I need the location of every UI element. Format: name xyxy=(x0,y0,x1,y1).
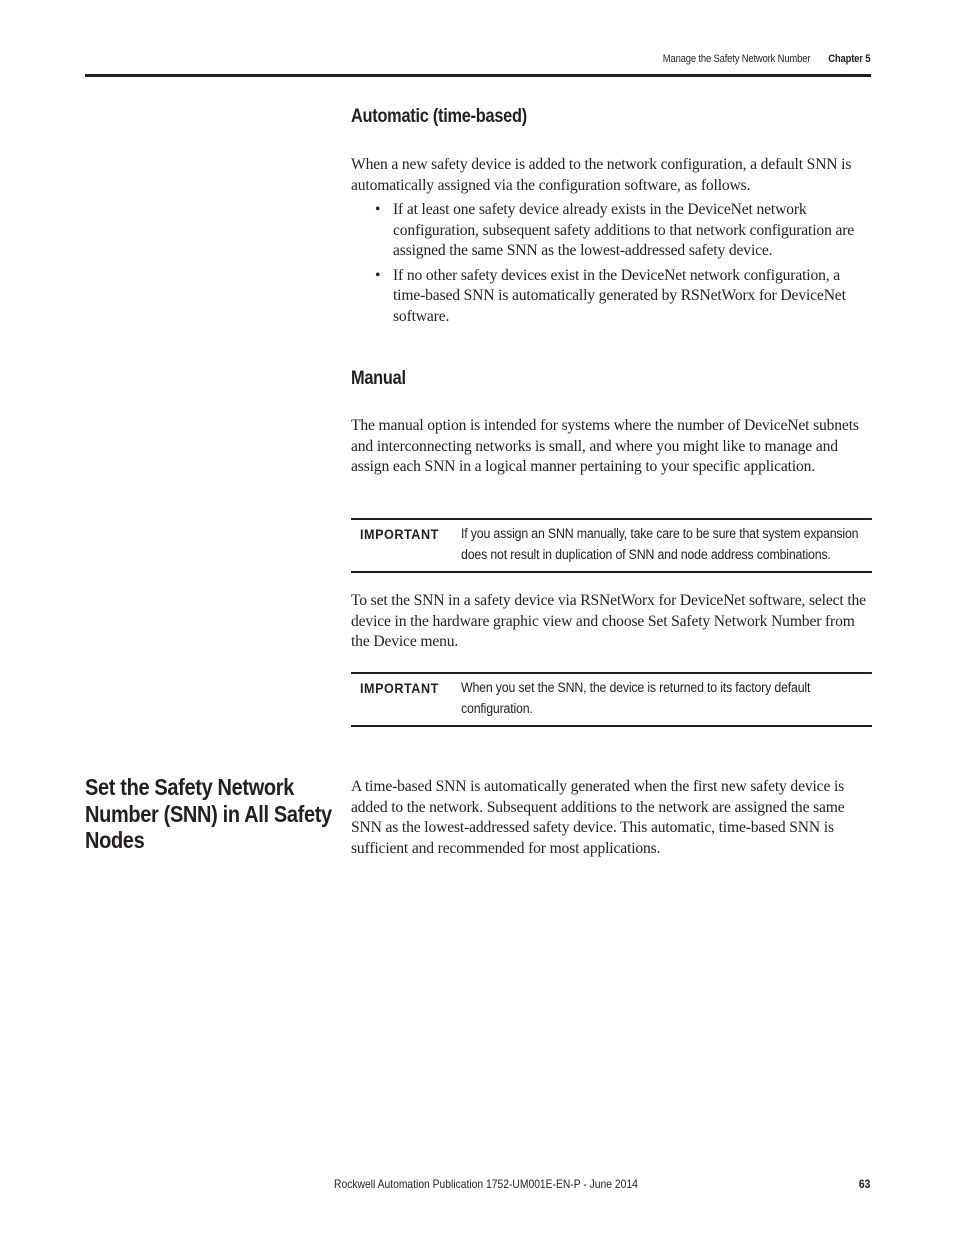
header-rule xyxy=(85,74,871,77)
automatic-body xyxy=(351,155,871,331)
automatic-section xyxy=(351,106,871,128)
bullet-icon: • xyxy=(375,266,381,284)
bullet-text: If at least one safety device already exists in the DeviceNet network configuration, subsequent safety additions to that network configuration are assigned the same SNN as the lowest-addressed safety device. xyxy=(393,201,855,259)
procedure-body xyxy=(351,591,871,653)
automatic-intro: When a new safety device is added to the network configuration, a default SNN is automatically assigned via the configuration software, as follows. xyxy=(351,156,852,194)
header-section-title: Manage the Safety Network Number xyxy=(662,53,810,65)
set-snn-heading: Set the Safety Network Number (SNN) in All Safety Nodes xyxy=(85,774,332,853)
procedure-text: To set the SNN in a safety device via RSNetWorx for DeviceNet software, select the device in the hardware graphic view and choose Set Safety Network Number from the Device menu. xyxy=(351,592,866,650)
bullet-text: If no other safety devices exist in the DeviceNet network configuration, a time-based SNN is automatically generated by RSNetWorx for DeviceNet software. xyxy=(393,266,846,325)
set-snn-body xyxy=(351,777,871,859)
important-text: If you assign an SNN manually, take care to be sure that system expansion does not result in duplication of SNN and node address combinations. xyxy=(461,526,859,563)
important-label: IMPORTANT xyxy=(360,680,439,696)
list-item xyxy=(375,200,871,262)
bullet-icon: • xyxy=(375,201,381,218)
important-label: IMPORTANT xyxy=(360,526,439,542)
footer-publication: Rockwell Automation Publication 1752-UM001E-EN-P - June 2014 xyxy=(334,1177,638,1191)
list-item xyxy=(375,266,871,328)
automatic-heading: Automatic (time-based) xyxy=(351,106,527,127)
running-header xyxy=(662,53,870,65)
manual-section xyxy=(351,368,871,390)
manual-heading: Manual xyxy=(351,368,406,389)
important-callout-2 xyxy=(351,672,872,727)
manual-intro: The manual option is intended for systems where the number of DeviceNet subnets and interconnecting networks is small, and where you might like to manage and assign each SNN in a logical manner pertaining to your specific application. xyxy=(351,417,859,475)
automatic-bullet-list xyxy=(351,200,871,327)
set-snn-text: A time-based SNN is automatically generated when the first new safety device is added to the network. Subsequent additions to the network are assigned the same SNN as the lowest-addressed safety device. This automatic, time-based SNN is sufficient and recommended for most applications. xyxy=(351,778,845,857)
important-text: When you set the SNN, the device is returned to its factory default configuration. xyxy=(461,680,811,717)
header-chapter-label: Chapter 5 xyxy=(827,53,870,65)
page-number: 63 xyxy=(858,1177,870,1191)
important-callout-1 xyxy=(351,518,872,573)
manual-body xyxy=(351,416,871,478)
